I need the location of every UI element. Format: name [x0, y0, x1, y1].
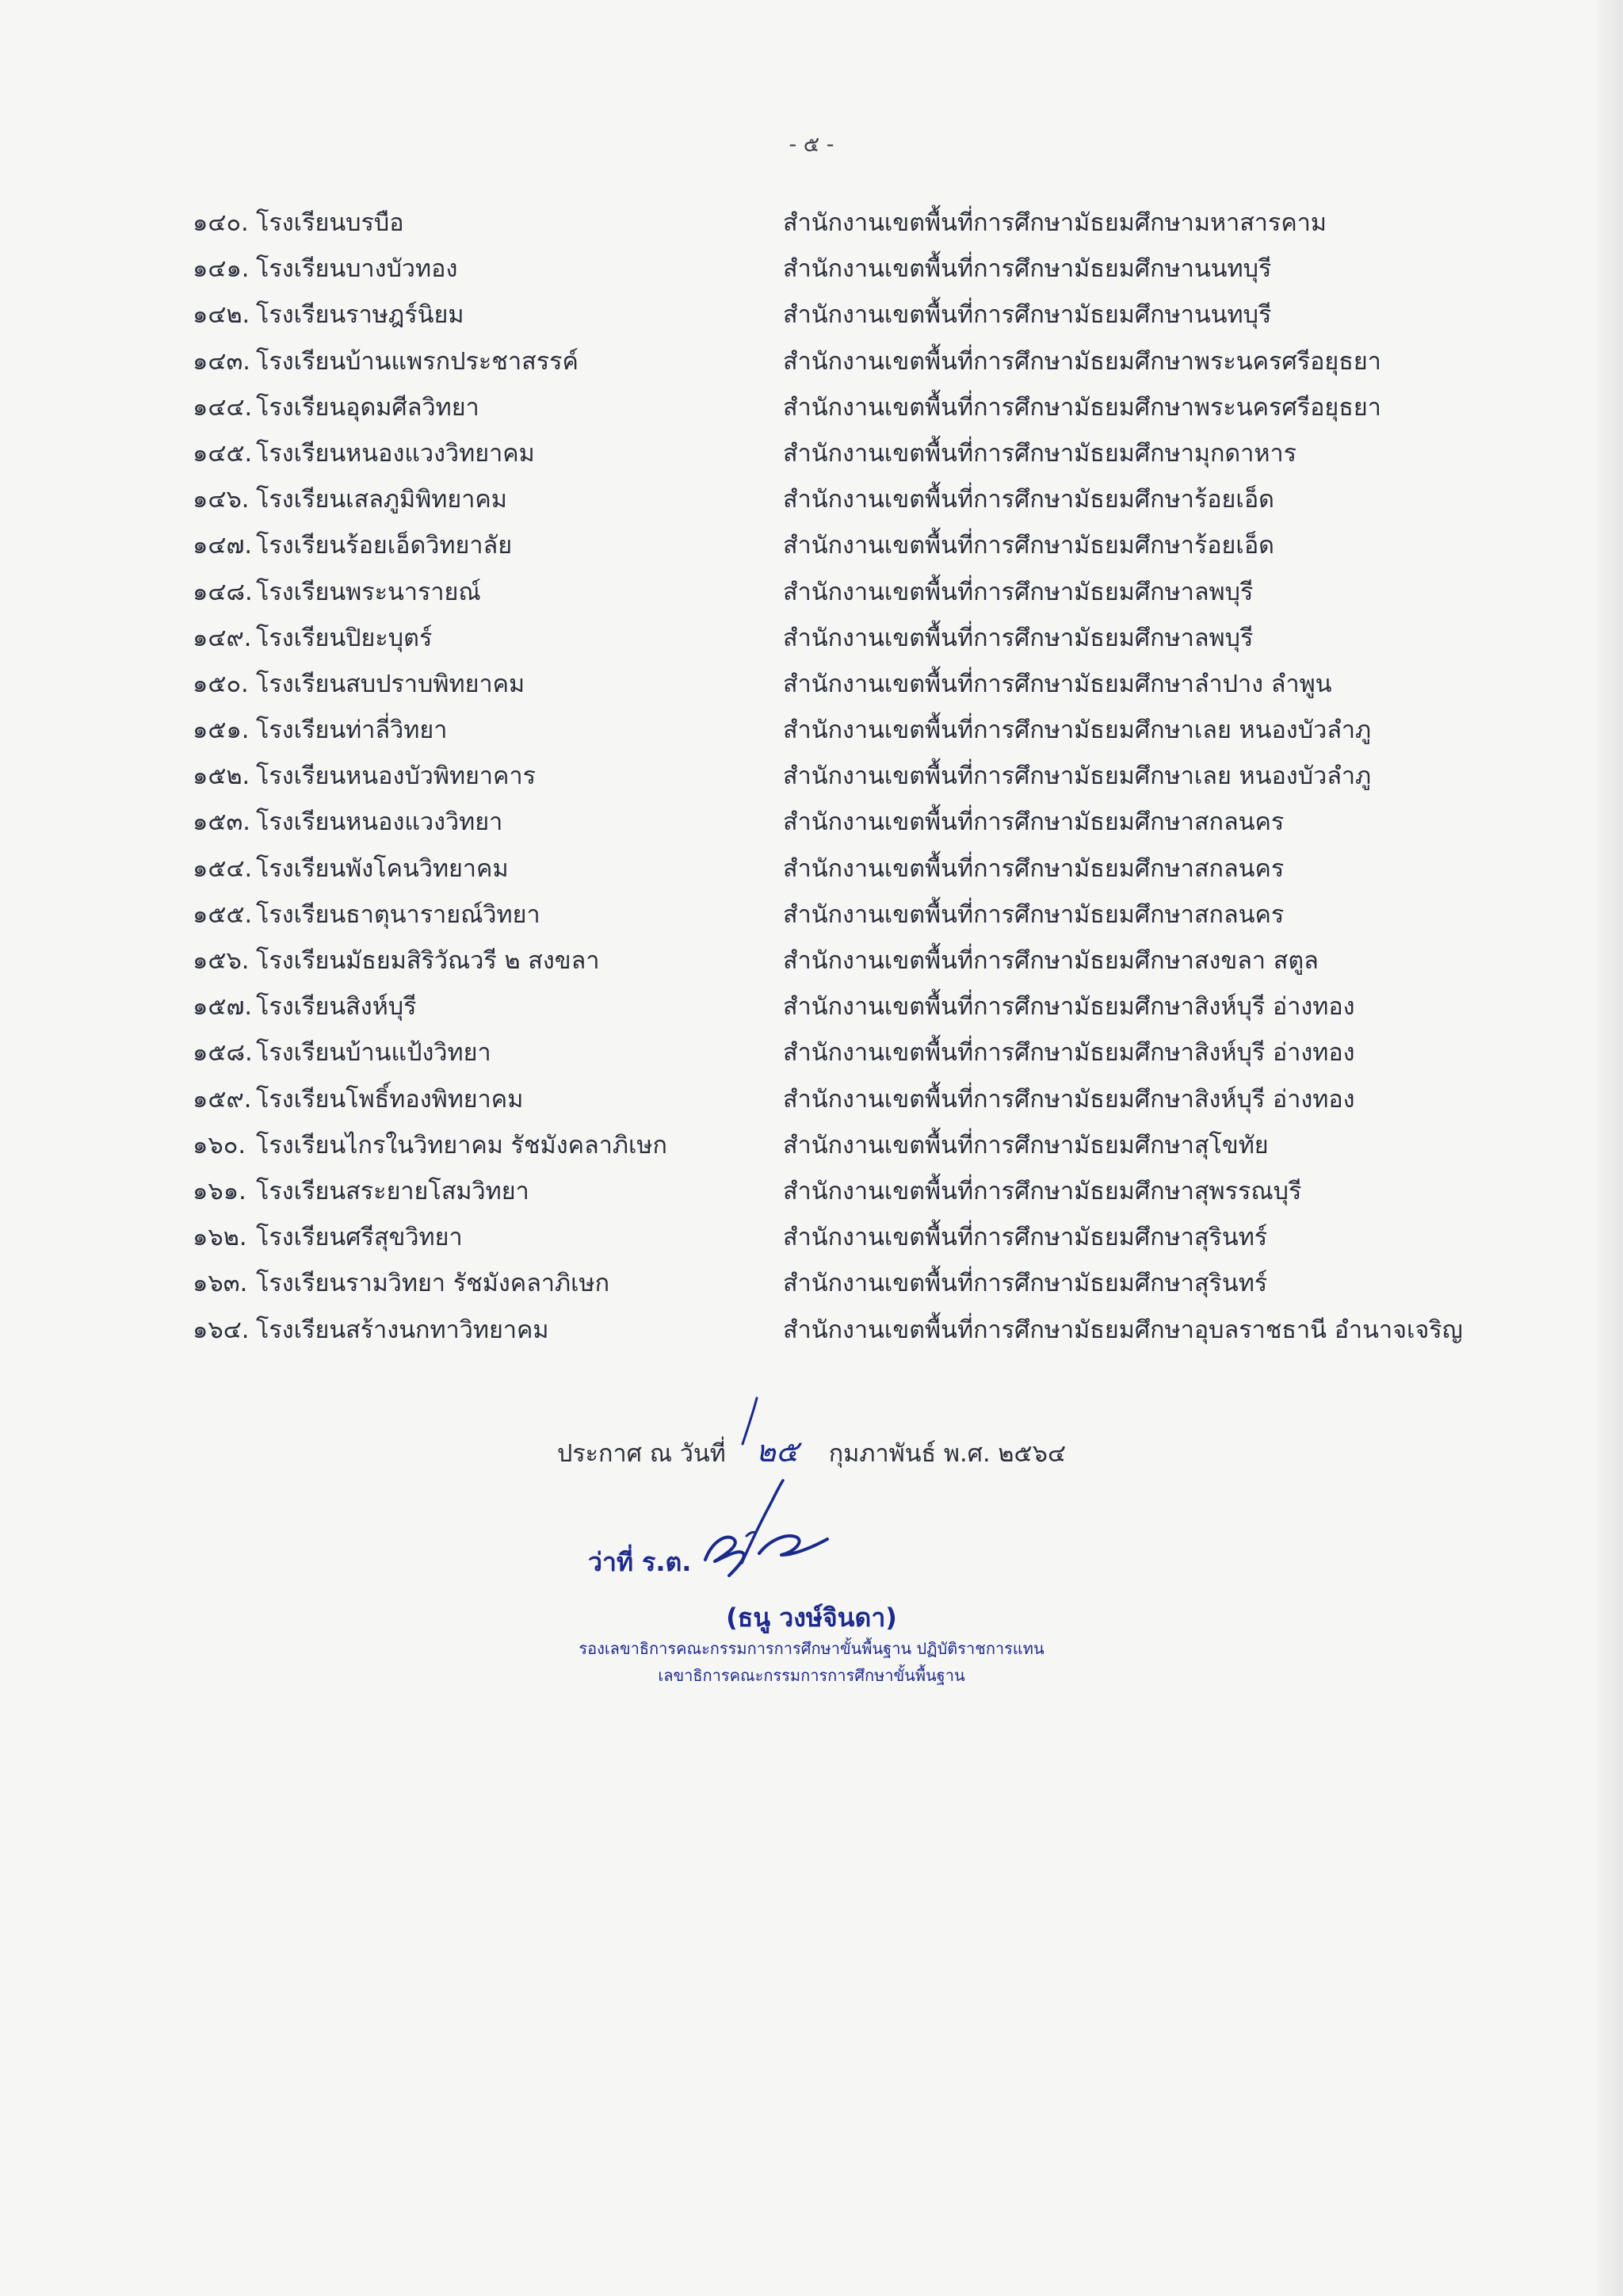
list-item: [193, 1315, 1492, 1361]
item-number: ๑๔๑.: [193, 255, 250, 284]
list-item: [193, 807, 1492, 853]
list-item: [193, 438, 1492, 484]
list-item: [193, 300, 1492, 346]
school-name: โรงเรียนศรีสุขวิทยา: [256, 1224, 463, 1252]
item-number: ๑๕๓.: [193, 808, 250, 837]
list-item: [193, 1222, 1492, 1268]
list-item: [193, 1130, 1492, 1176]
education-office: สำนักงานเขตพื้นที่การศึกษามัธยมศึกษานนทบุรี: [783, 255, 1272, 284]
list-item: [193, 623, 1492, 669]
education-office: สำนักงานเขตพื้นที่การศึกษามัธยมศึกษาเลย หนองบัวลำภู: [783, 762, 1372, 791]
education-office: สำนักงานเขตพื้นที่การศึกษามัธยมศึกษาสิงห์บุรี อ่างทอง: [783, 1039, 1355, 1068]
education-office: สำนักงานเขตพื้นที่การศึกษามัธยมศึกษาสกลนคร: [783, 808, 1285, 837]
list-item: [193, 530, 1492, 576]
acting-rank-label: ว่าที่ ร.ต.: [588, 1547, 692, 1577]
item-number: ๑๔๐.: [193, 209, 249, 237]
list-item: [193, 1268, 1492, 1314]
school-name: โรงเรียนพระนารายณ์: [256, 578, 481, 606]
school-name: โรงเรียนพังโคนวิทยาคม: [256, 854, 509, 883]
list-item: [193, 346, 1492, 392]
education-office: สำนักงานเขตพื้นที่การศึกษามัธยมศึกษาสงขลา สตูล: [783, 947, 1319, 975]
education-office: สำนักงานเขตพื้นที่การศึกษามัธยมศึกษามหาสารคาม: [783, 209, 1327, 237]
item-number: ๑๖๐.: [193, 1131, 246, 1159]
school-name: โรงเรียนสิงห์บุรี: [256, 993, 417, 1022]
list-item: [193, 577, 1492, 623]
school-name: โรงเรียนสบปราบพิทยาคม: [256, 670, 525, 698]
list-item: [193, 392, 1492, 438]
list-item: [193, 854, 1492, 900]
school-name: โรงเรียนอุดมศีลวิทยา: [256, 393, 479, 422]
school-name: โรงเรียนสระยายโสมวิทยา: [256, 1177, 529, 1205]
school-name: โรงเรียนโพธิ์ทองพิทยาคม: [256, 1085, 524, 1114]
list-item: [193, 991, 1492, 1037]
education-office: สำนักงานเขตพื้นที่การศึกษามัธยมศึกษาสุพรรณบุรี: [783, 1177, 1302, 1205]
education-office: สำนักงานเขตพื้นที่การศึกษามัธยมศึกษาลพบุรี: [783, 578, 1254, 606]
education-office: สำนักงานเขตพื้นที่การศึกษามัธยมศึกษานนทบุรี: [783, 301, 1272, 330]
school-name: โรงเรียนร้อยเอ็ดวิทยาลัย: [256, 532, 513, 560]
item-number: ๑๕๐.: [193, 670, 249, 698]
school-name: โรงเรียนธาตุนารายณ์วิทยา: [256, 900, 540, 929]
education-office: สำนักงานเขตพื้นที่การศึกษามัธยมศึกษาพระนครศรีอยุธยา: [783, 347, 1381, 376]
item-number: ๑๕๙.: [193, 1085, 252, 1114]
item-number: ๑๔๘.: [193, 578, 253, 606]
school-list: [193, 208, 1492, 1361]
list-item: [193, 715, 1492, 761]
item-number: ๑๕๗.: [193, 993, 253, 1022]
item-number: ๑๔๕.: [193, 439, 253, 468]
signer-title-line-2: เลขาธิการคณะกรรมการการศึกษาขั้นพื้นฐาน: [658, 1666, 965, 1685]
item-number: ๑๔๙.: [193, 624, 252, 652]
education-office: สำนักงานเขตพื้นที่การศึกษามัธยมศึกษาร้อยเอ็ด: [783, 532, 1274, 560]
signature: [694, 1466, 837, 1585]
item-number: ๑๖๒.: [193, 1224, 247, 1252]
education-office: สำนักงานเขตพื้นที่การศึกษามัธยมศึกษามุกดาหาร: [783, 439, 1296, 468]
education-office: สำนักงานเขตพื้นที่การศึกษามัธยมศึกษาสกลนคร: [783, 854, 1285, 883]
list-item: [193, 900, 1492, 946]
school-name: โรงเรียนสร้างนกทาวิทยาคม: [256, 1316, 549, 1344]
school-name: โรงเรียนราษฎร์นิยม: [256, 301, 464, 330]
item-number: ๑๖๑.: [193, 1177, 246, 1205]
school-name: โรงเรียนบรบือ: [256, 209, 404, 237]
item-number: ๑๕๑.: [193, 716, 250, 745]
item-number: ๑๕๖.: [193, 947, 250, 975]
list-item: [193, 669, 1492, 715]
item-number: ๑๕๒.: [193, 762, 250, 791]
school-name: โรงเรียนมัธยมสิริวัณวรี ๒ สงขลา: [256, 947, 600, 975]
handwritten-stroke: [733, 1395, 765, 1450]
item-number: ๑๔๒.: [193, 301, 250, 330]
announcement-day-handwritten: ๒๕: [755, 1434, 799, 1469]
list-item: [193, 946, 1492, 991]
education-office: สำนักงานเขตพื้นที่การศึกษามัธยมศึกษาร้อยเอ็ด: [783, 486, 1274, 514]
item-number: ๑๕๘.: [193, 1039, 253, 1068]
school-name: โรงเรียนเสลภูมิพิทยาคม: [256, 486, 507, 514]
list-item: [193, 484, 1492, 530]
school-name: โรงเรียนบ้านแพรกประชาสรรค์: [256, 347, 579, 376]
page-edge-shadow: [1596, 0, 1623, 2296]
school-name: โรงเรียนรามวิทยา รัชมังคลาภิเษก: [256, 1270, 610, 1298]
education-office: สำนักงานเขตพื้นที่การศึกษามัธยมศึกษาสกลนคร: [783, 900, 1285, 929]
education-office: สำนักงานเขตพื้นที่การศึกษามัธยมศึกษาอุบลราชธานี อำนาจเจริญ: [783, 1316, 1463, 1344]
list-item: [193, 761, 1492, 807]
list-item: [193, 254, 1492, 300]
school-name: โรงเรียนหนองแวงวิทยาคม: [256, 439, 535, 468]
school-name: โรงเรียนบ้านแป้งวิทยา: [256, 1039, 491, 1068]
page-number: - ๕ -: [789, 132, 834, 157]
item-number: ๑๖๔.: [193, 1316, 250, 1344]
school-name: โรงเรียนปิยะบุตร์: [256, 624, 433, 652]
school-name: โรงเรียนหนองบัวพิทยาคาร: [256, 762, 536, 791]
school-name: โรงเรียนบางบัวทอง: [256, 255, 458, 284]
education-office: สำนักงานเขตพื้นที่การศึกษามัธยมศึกษาพระนครศรีอยุธยา: [783, 393, 1381, 422]
education-office: สำนักงานเขตพื้นที่การศึกษามัธยมศึกษาลำปาง ลำพูน: [783, 670, 1332, 698]
school-name: โรงเรียนไกรในวิทยาคม รัชมังคลาภิเษก: [256, 1131, 667, 1159]
education-office: สำนักงานเขตพื้นที่การศึกษามัธยมศึกษาสุรินทร์: [783, 1270, 1268, 1298]
list-item: [193, 1037, 1492, 1083]
school-name: โรงเรียนท่าลี่วิทยา: [256, 716, 448, 745]
announcement-date: กุมภาพันธ์ พ.ศ. ๒๕๖๔: [828, 1440, 1067, 1468]
item-number: ๑๕๔.: [193, 854, 253, 883]
education-office: สำนักงานเขตพื้นที่การศึกษามัธยมศึกษาสิงห์บุรี อ่างทอง: [783, 993, 1355, 1022]
item-number: ๑๕๕.: [193, 900, 253, 929]
announcement-prefix: ประกาศ ณ วันที่: [556, 1440, 726, 1468]
education-office: สำนักงานเขตพื้นที่การศึกษามัธยมศึกษาสุรินทร์: [783, 1224, 1268, 1252]
item-number: ๑๔๗.: [193, 532, 253, 560]
school-name: โรงเรียนหนองแวงวิทยา: [256, 808, 503, 837]
list-item: [193, 208, 1492, 254]
education-office: สำนักงานเขตพื้นที่การศึกษามัธยมศึกษาสุโขทัย: [783, 1131, 1269, 1159]
signer-title-line-1: รองเลขาธิการคณะกรรมการการศึกษาขั้นพื้นฐาน ปฏิบัติราชการแทน: [579, 1639, 1044, 1658]
list-item: [193, 1176, 1492, 1222]
item-number: ๑๔๓.: [193, 347, 250, 376]
education-office: สำนักงานเขตพื้นที่การศึกษามัธยมศึกษาลพบุรี: [783, 624, 1254, 652]
list-item: [193, 1084, 1492, 1130]
education-office: สำนักงานเขตพื้นที่การศึกษามัธยมศึกษาเลย หนองบัวลำภู: [783, 716, 1372, 745]
signer-name: (ธนู วงษ์จินดา): [726, 1603, 897, 1633]
education-office: สำนักงานเขตพื้นที่การศึกษามัธยมศึกษาสิงห์บุรี อ่างทอง: [783, 1085, 1355, 1114]
item-number: ๑๖๓.: [193, 1270, 248, 1298]
item-number: ๑๔๔.: [193, 393, 253, 422]
item-number: ๑๔๖.: [193, 486, 250, 514]
